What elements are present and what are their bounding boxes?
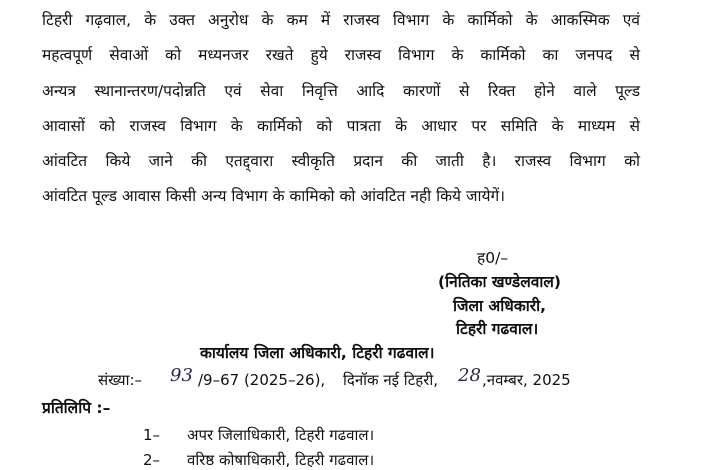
paragraph-line-6: आंवटित पूल्ड आवास किसी अन्य विभाग के कामिको को आंवटित नही किये जायेगें। [42,187,506,205]
signatory-place: टिहरी गढवाल। [456,320,539,338]
reference-number-handwritten: 93 [170,365,193,386]
reference-day-handwritten: 28 [458,365,481,386]
signature-mark: ह0/– [477,249,509,267]
copy-item-text: वरिष्ठ कोषाधिकारी, टिहरी गढवाल। [187,451,375,469]
reference-label: संख्या:– [98,371,143,389]
reference-month-year: ,नवम्बर, 2025 [482,371,571,389]
copy-item-text: अपर जिलाधिकारी, टिहरी गढवाल। [187,426,375,444]
signatory-name: (नितिका खण्डेलवाल) [438,273,561,291]
paragraph-line-4: आवासों को राजस्व विभाग के कार्मिको को पात्रता के आधार पर समिति के माध्यम से [42,117,640,135]
paragraph-line-3: अन्यत्र स्थानान्तरण/पदोन्नति एवं सेवा निवृत्ति आदि कारणों से रिक्त होने वाले पूल्ड [42,82,640,100]
copy-item-number: 1– [143,426,161,444]
signatory-title: जिला अधिकारी, [453,297,546,315]
paragraph-line-5: आंवटित किये जाने की एतद्द्वारा स्वीकृति प्रदान की जाती है। राजस्व विभाग को [42,152,640,170]
reference-date-prefix: दिनॉक नई टिहरी, [343,371,439,389]
copy-item-number: 2– [143,451,161,469]
paragraph-line-1: टिहरी गढ़वाल, के उक्त अनुरोध के कम में राजस्व विभाग के कार्मिको के आकस्मिक एवं [42,11,640,29]
reference-file-code: /9–67 (2025–26), [198,371,326,389]
copy-to-heading: प्रतिलिपि :– [42,399,111,417]
office-heading: कार्यालय जिला अधिकारी, टिहरी गढवाल। [200,344,435,362]
paragraph-line-2: महत्वपूर्ण सेवाओं को मध्यनजर रखते हुये राजस्व विभाग के कार्मिको का जनपद से [42,46,640,64]
